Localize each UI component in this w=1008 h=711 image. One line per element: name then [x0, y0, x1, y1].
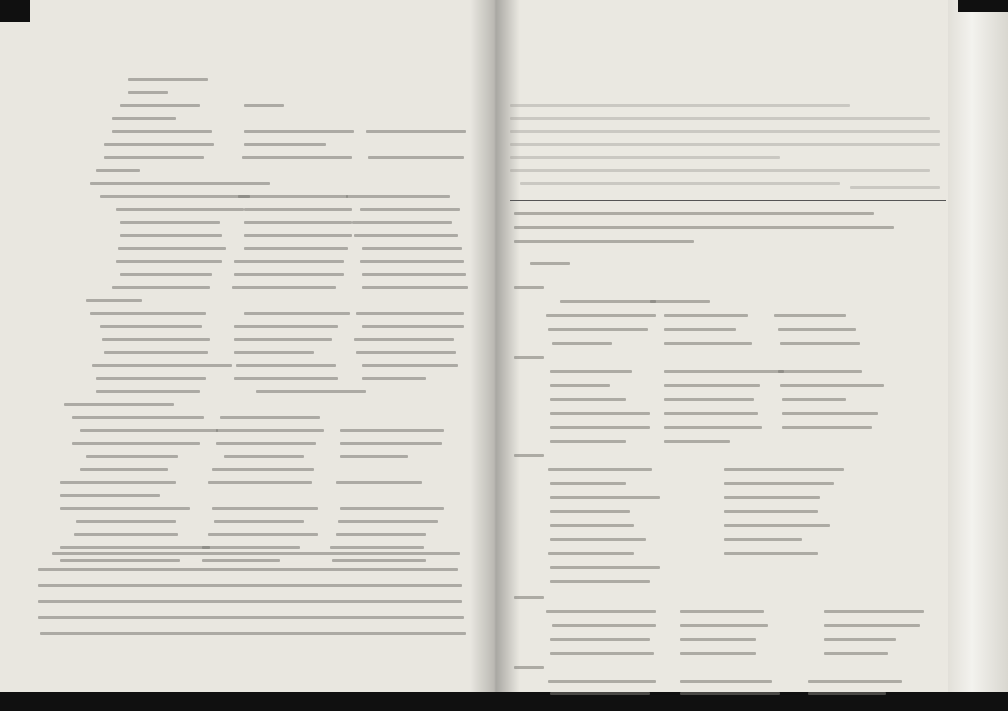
- right-date-line: [850, 186, 940, 189]
- left-col-1-line: [90, 312, 206, 315]
- left-col-3-line: [340, 455, 408, 458]
- toc-item-line: [550, 580, 650, 583]
- toc-item-line: [548, 680, 656, 683]
- left-col-1-line: [128, 78, 208, 81]
- toc-volume-marker: [514, 596, 544, 599]
- toc-item-line: [550, 692, 650, 695]
- toc-item-line: [550, 482, 626, 485]
- left-col-2-line: [244, 130, 354, 133]
- left-col-2-line: [214, 520, 304, 523]
- toc-item-line: [548, 468, 652, 471]
- toc-item-line: [782, 412, 878, 415]
- toc-item-line: [560, 300, 656, 303]
- toc-item-line: [664, 314, 748, 317]
- left-col-2-line: [208, 533, 318, 536]
- left-col-3-line: [356, 351, 456, 354]
- left-col-2-line: [244, 104, 284, 107]
- toc-item-line: [664, 398, 754, 401]
- left-col-3-line: [362, 247, 462, 250]
- entry-heading-rule: [510, 200, 946, 201]
- left-col-2-line: [244, 221, 352, 224]
- toc-item-line: [550, 370, 632, 373]
- left-col-1-line: [120, 273, 212, 276]
- toc-item-line: [552, 342, 612, 345]
- left-col-3-line: [332, 559, 426, 562]
- left-prose-line: [52, 552, 460, 555]
- toc-item-line: [548, 328, 648, 331]
- left-col-2-line: [238, 195, 348, 198]
- left-col-3-line: [346, 195, 450, 198]
- toc-item-line: [824, 610, 924, 613]
- toc-item-line: [664, 342, 752, 345]
- left-col-3-line: [360, 208, 460, 211]
- toc-item-line: [680, 692, 780, 695]
- toc-item-line: [780, 384, 884, 387]
- left-col-2-line: [234, 351, 314, 354]
- toc-item-line: [664, 426, 762, 429]
- left-col-1-line: [72, 442, 200, 445]
- toc-item-line: [664, 440, 730, 443]
- left-prose-line: [38, 616, 464, 619]
- toc-item-line: [680, 624, 768, 627]
- right-intro-line: [520, 182, 840, 185]
- toc-item-line: [824, 638, 896, 641]
- left-col-3-line: [336, 533, 426, 536]
- toc-item-line: [550, 412, 650, 415]
- left-col-2-line: [244, 312, 350, 315]
- left-col-2-line: [224, 455, 304, 458]
- right-intro-line: [510, 130, 940, 133]
- left-col-2-line: [234, 260, 344, 263]
- toc-volume-marker: [514, 356, 544, 359]
- left-col-1-line: [60, 559, 180, 562]
- left-col-1-line: [128, 91, 168, 94]
- left-col-1-line: [90, 182, 270, 185]
- left-col-1-line: [64, 403, 174, 406]
- toc-item-line: [650, 300, 710, 303]
- toc-item-line: [724, 552, 818, 555]
- left-col-1-line: [112, 286, 210, 289]
- left-prose-line: [38, 568, 458, 571]
- left-col-3-line: [366, 130, 466, 133]
- toc-item-line: [680, 610, 764, 613]
- left-prose-line: [38, 600, 462, 603]
- toc-item-line: [780, 342, 860, 345]
- left-col-2-line: [220, 416, 320, 419]
- left-col-3-line: [352, 221, 452, 224]
- left-col-3-line: [340, 429, 444, 432]
- left-col-3-line: [362, 273, 466, 276]
- right-intro-line: [510, 104, 850, 107]
- left-col-3-line: [354, 338, 454, 341]
- toc-item-line: [680, 652, 756, 655]
- left-col-1-line: [102, 338, 210, 341]
- left-col-2-line: [216, 429, 324, 432]
- left-col-2-line: [236, 364, 336, 367]
- left-col-2-line: [244, 247, 348, 250]
- toc-item-line: [546, 314, 656, 317]
- toc-volume-marker: [514, 454, 544, 457]
- toc-item-line: [550, 496, 660, 499]
- toc-item-line: [724, 538, 802, 541]
- left-col-1-line: [120, 234, 222, 237]
- right-note-line: [514, 226, 894, 229]
- toc-item-line: [782, 426, 872, 429]
- left-col-2-line: [244, 234, 352, 237]
- toc-item-line: [548, 552, 634, 555]
- left-col-2-line: [212, 468, 314, 471]
- left-col-1-line: [112, 117, 176, 120]
- left-col-1-line: [112, 130, 212, 133]
- toc-item-line: [664, 370, 784, 373]
- left-prose-line: [40, 632, 466, 635]
- left-col-2-line: [242, 156, 352, 159]
- toc-item-line: [546, 610, 656, 613]
- left-col-2-line: [234, 377, 338, 380]
- left-col-2-line: [232, 286, 336, 289]
- left-col-1-line: [80, 468, 168, 471]
- left-col-2-line: [256, 390, 366, 393]
- left-col-3-line: [362, 377, 426, 380]
- left-col-1-line: [96, 377, 206, 380]
- left-col-3-line: [340, 442, 442, 445]
- left-col-3-line: [336, 481, 422, 484]
- right-note-line: [514, 212, 874, 215]
- left-col-1-line: [120, 221, 220, 224]
- left-col-1-line: [74, 533, 178, 536]
- left-col-3-line: [340, 507, 444, 510]
- left-col-2-line: [202, 559, 280, 562]
- left-col-3-line: [338, 520, 438, 523]
- toc-item-line: [550, 524, 634, 527]
- toc-item-line: [824, 652, 888, 655]
- left-col-3-line: [362, 286, 468, 289]
- toc-item-line: [550, 426, 650, 429]
- left-col-1-line: [72, 416, 204, 419]
- left-col-1-line: [96, 169, 140, 172]
- toc-item-line: [664, 384, 760, 387]
- left-col-1-line: [104, 351, 208, 354]
- toc-volume-marker: [514, 666, 544, 669]
- left-col-1-line: [116, 208, 244, 211]
- toc-item-line: [550, 384, 610, 387]
- left-col-1-line: [104, 143, 214, 146]
- toc-item-line: [824, 624, 920, 627]
- toc-item-line: [664, 328, 736, 331]
- left-col-1-line: [60, 481, 176, 484]
- toc-item-line: [778, 328, 856, 331]
- left-col-1-line: [100, 195, 250, 198]
- left-col-1-line: [96, 390, 200, 393]
- left-col-1-line: [60, 546, 210, 549]
- left-col-2-line: [202, 546, 300, 549]
- toc-item-line: [724, 468, 844, 471]
- left-col-2-line: [244, 208, 352, 211]
- right-intro-line: [510, 169, 930, 172]
- toc-item-line: [550, 566, 660, 569]
- left-col-2-line: [212, 507, 318, 510]
- toc-item-line: [550, 398, 626, 401]
- toc-item-line: [550, 538, 646, 541]
- left-col-2-line: [216, 442, 316, 445]
- toc-item-line: [680, 638, 756, 641]
- left-col-1-line: [86, 299, 142, 302]
- left-col-3-line: [360, 260, 464, 263]
- toc-item-line: [664, 412, 758, 415]
- left-col-3-line: [354, 234, 458, 237]
- toc-item-line: [680, 680, 772, 683]
- left-col-3-line: [362, 364, 458, 367]
- right-intro-line: [510, 143, 940, 146]
- toc-item-line: [724, 496, 820, 499]
- left-col-1-line: [104, 156, 204, 159]
- left-col-3-line: [368, 156, 464, 159]
- left-col-2-line: [234, 338, 332, 341]
- left-col-3-line: [330, 546, 424, 549]
- toc-item-line: [550, 652, 654, 655]
- toc-item-line: [552, 624, 656, 627]
- toc-item-line: [724, 510, 818, 513]
- left-col-1-line: [116, 260, 222, 263]
- left-col-3-line: [362, 325, 464, 328]
- toc-item-line: [778, 370, 862, 373]
- right-contents-marker: [530, 262, 570, 265]
- left-col-2-line: [234, 325, 338, 328]
- background-corner-left: [0, 0, 30, 22]
- toc-item-line: [724, 524, 830, 527]
- left-col-2-line: [208, 481, 312, 484]
- toc-item-line: [782, 398, 846, 401]
- toc-item-line: [550, 510, 630, 513]
- right-note-line: [514, 240, 694, 243]
- toc-item-line: [550, 638, 650, 641]
- toc-item-line: [808, 680, 902, 683]
- toc-item-line: [774, 314, 846, 317]
- left-col-2-line: [244, 143, 326, 146]
- left-col-1-line: [120, 104, 200, 107]
- left-col-1-line: [100, 325, 202, 328]
- page-fore-edge: [948, 0, 1008, 711]
- left-col-1-line: [86, 455, 178, 458]
- left-col-1-line: [76, 520, 176, 523]
- background-corner-right: [958, 0, 1008, 12]
- toc-item-line: [808, 692, 886, 695]
- left-col-1-line: [80, 429, 218, 432]
- toc-volume-marker: [514, 286, 544, 289]
- left-col-1-line: [118, 247, 226, 250]
- toc-item-line: [550, 440, 626, 443]
- left-col-1-line: [60, 507, 190, 510]
- toc-item-line: [724, 482, 834, 485]
- left-prose-line: [38, 584, 462, 587]
- left-col-3-line: [356, 312, 464, 315]
- left-col-1-line: [60, 494, 160, 497]
- left-col-1-line: [92, 364, 232, 367]
- left-col-2-line: [234, 273, 344, 276]
- right-intro-line: [510, 117, 930, 120]
- right-intro-line: [510, 156, 780, 159]
